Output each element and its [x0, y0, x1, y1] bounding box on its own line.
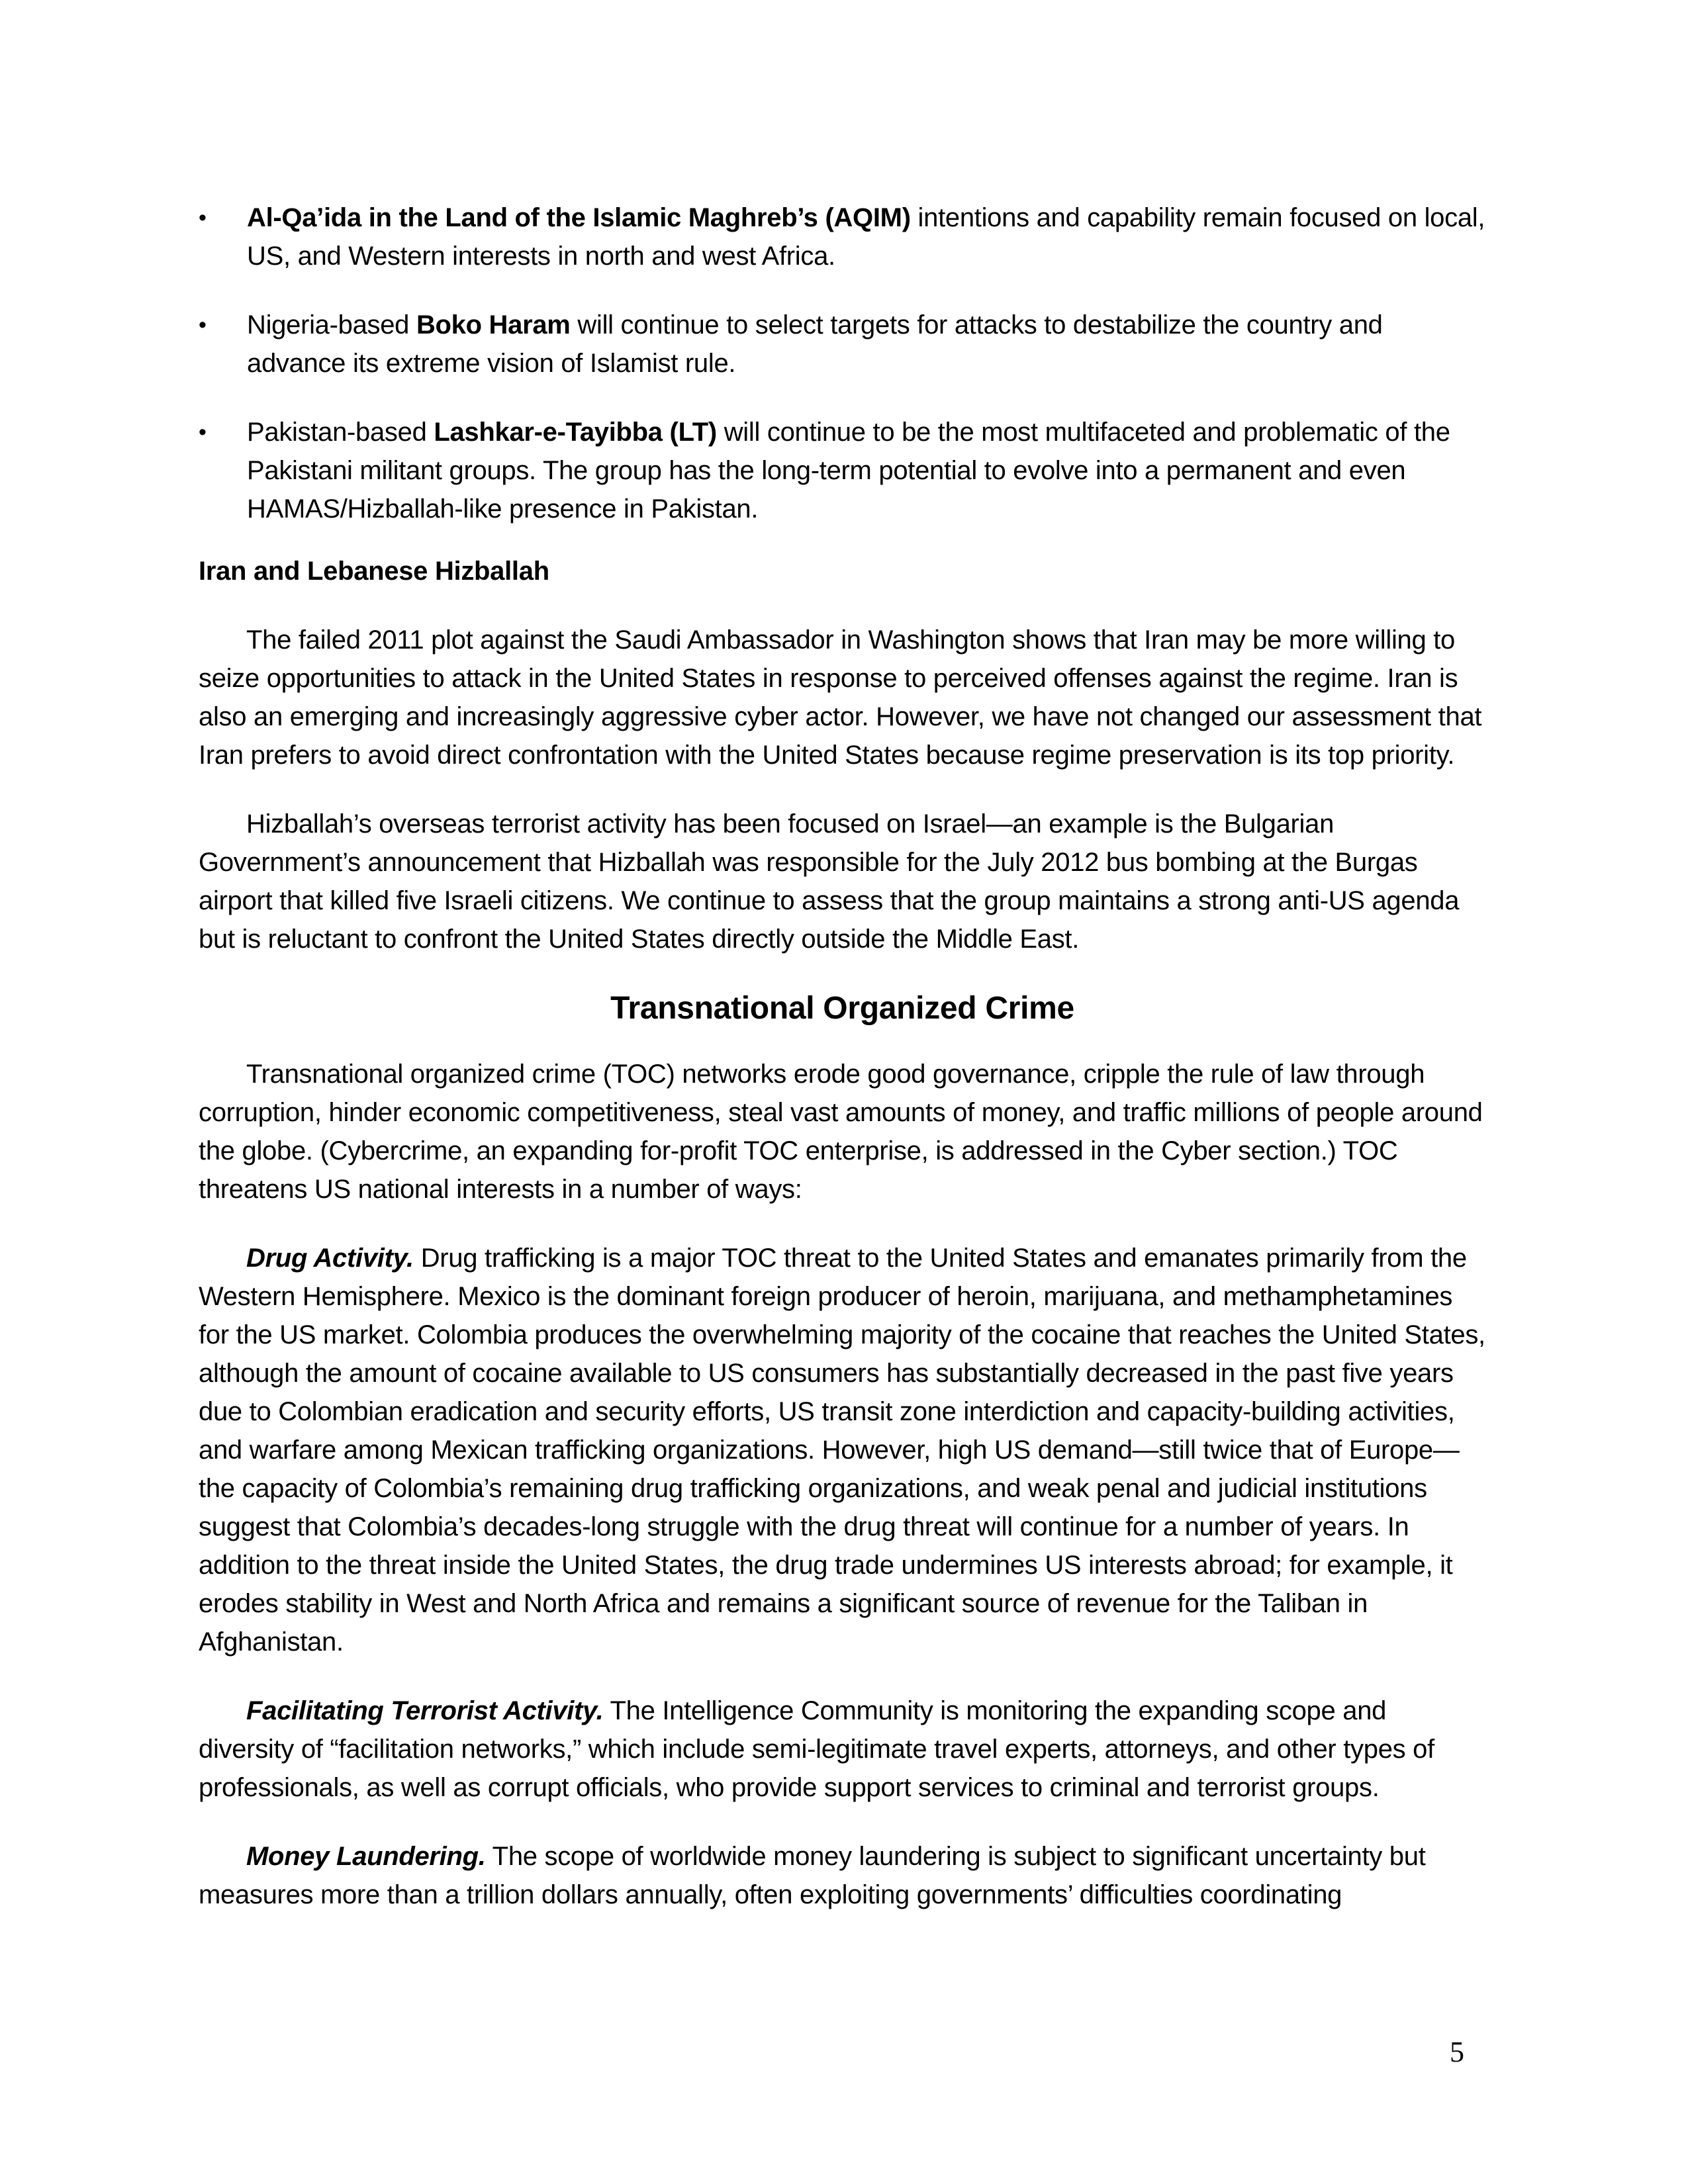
money-laundering-text: The scope of worldwide money laundering is subject to significant uncertainty but measures more than a trillion dollars annually, often exploiting governments’ difficulties coordinating [199, 1842, 1426, 1909]
bullet-icon: • [199, 205, 207, 230]
drug-activity-text: Drug trafficking is a major TOC threat to the United States and emanates primarily from the Western Hemisphere. Mexico is the dominant foreign producer of heroin, marijuana, and methamphetamines for the US market. Colombia produces the overwhelming majority of the cocaine that reaches the United States, although the amount of cocaine available to US consumers has substantially decreased in the past five years due to Colombian eradication and security efforts, US transit zone interdiction and capacity-building activities, and warfare among Mexican trafficking organizations. However, high US demand—still twice that of Europe—the capacity of Colombia’s remaining drug trafficking organizations, and weak penal and judicial institutions suggest that Colombia’s decades-long struggle with the drug threat will continue for a number of years. In addition to the threat inside the United States, the drug trade undermines US interests abroad; for example, it erodes stability in West and North Africa and remains a significant source of revenue for the Taliban in Afghanistan. [199, 1244, 1485, 1657]
iran-hizballah-heading: Iran and Lebanese Hizballah [199, 557, 549, 586]
drug-activity-paragraph [199, 1239, 1486, 1661]
bullet-icon: • [199, 420, 207, 445]
iran-paragraph: The failed 2011 plot against the Saudi Ambassador in Washington shows that Iran may be more willing to seize opportunities to attack in the United States in response to perceived offenses against the regime. Iran is also an emerging and increasingly aggressive cyber actor. However, we have not changed our assessment that Iran prefers to avoid direct confrontation with the United States because regime preservation is its top priority. [199, 625, 1482, 770]
drug-activity-label: Drug Activity. [246, 1244, 414, 1273]
bullet-post-text: will continue to be the most multifaceted and problematic of the Pakistani militant groups. The group has the long-term potential to evolve into a permanent and even HAMAS/Hizballah-like presence in Pakistan. [247, 418, 1450, 523]
bullet-item-aqim [199, 199, 1486, 275]
threat-bullet-list [199, 199, 1486, 528]
money-laundering-label: Money Laundering. [246, 1842, 486, 1871]
bullet-post-text: intentions and capability remain focused on local, US, and Western interests in north and west Africa. [247, 203, 1485, 271]
hizballah-paragraph: Hizballah’s overseas terrorist activity has been focused on Israel—an example is the Bulgarian Government’s announcement that Hizballah was responsible for the July 2012 bus bombing at the Burgas airport that killed five Israeli citizens. We continue to assess that the group maintains a strong anti-US agenda but is reluctant to confront the United States directly outside the Middle East. [199, 809, 1460, 954]
facilitating-terrorist-paragraph [199, 1692, 1486, 1807]
bullet-item-boko-haram [199, 306, 1486, 383]
bullet-bold-term: Al-Qa’ida in the Land of the Islamic Maghreb’s (AQIM) [247, 203, 911, 232]
facilitating-terrorist-text: The Intelligence Community is monitoring the expanding scope and diversity of “facilitation networks,” which include semi-legitimate travel experts, attorneys, and other types of professionals, as well as corrupt officials, who provide support services to criminal and terrorist groups. [199, 1696, 1434, 1802]
page-number: 5 [1450, 2036, 1464, 2068]
bullet-icon: • [199, 312, 207, 338]
bullet-bold-term: Boko Haram [416, 310, 571, 340]
money-laundering-paragraph [199, 1837, 1486, 1914]
document-page [199, 199, 1486, 1944]
facilitating-terrorist-label: Facilitating Terrorist Activity. [246, 1696, 604, 1725]
bullet-pre-text: Nigeria-based [247, 310, 416, 340]
bullet-item-lashkar-e-tayibba [199, 413, 1486, 528]
bullet-post-text: will continue to select targets for attacks to destabilize the country and advance its extreme vision of Islamist rule. [247, 310, 1383, 378]
toc-intro-paragraph: Transnational organized crime (TOC) networks erode good governance, cripple the rule of law through corruption, hinder economic competitiveness, steal vast amounts of money, and traffic millions of people around the globe. (Cybercrime, an expanding for-profit TOC enterprise, is addressed in the Cyber section.) TOC threatens US national interests in a number of ways: [199, 1060, 1483, 1204]
bullet-bold-term: Lashkar-e-Tayibba (LT) [434, 418, 717, 447]
bullet-pre-text: Pakistan-based [247, 418, 434, 447]
toc-section-title: Transnational Organized Crime [610, 991, 1074, 1026]
